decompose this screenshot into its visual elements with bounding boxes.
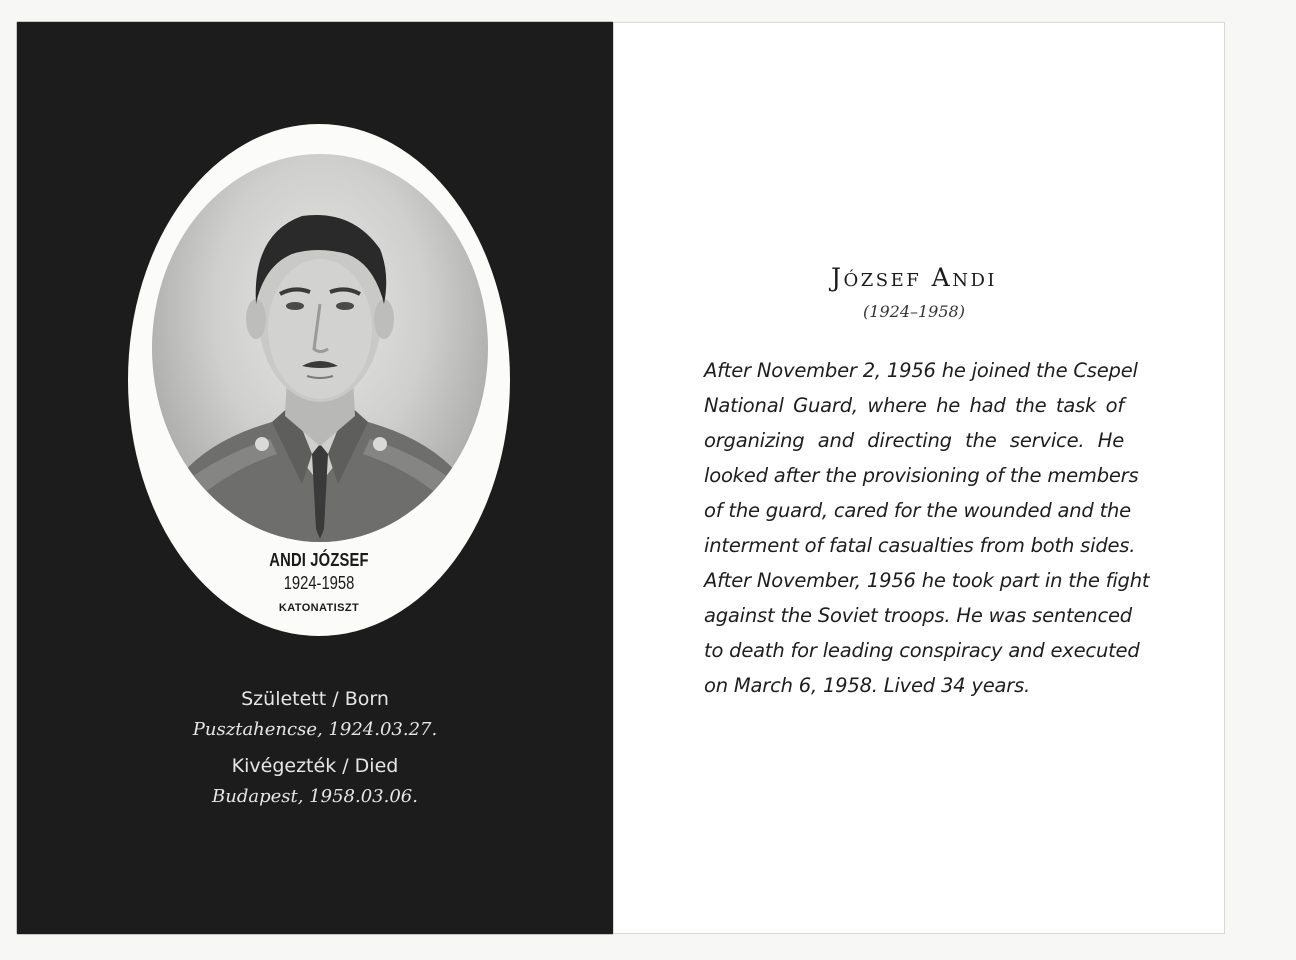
born-label: Született / Born — [241, 688, 389, 710]
bio-line: on March 6, 1958. Lived 34 years. — [704, 674, 1031, 697]
born-value: Pusztahencse, 1924.03.27. — [192, 719, 438, 740]
bio-line: against the Soviet troops. He was sentenced — [704, 604, 1132, 627]
portrait-name: ANDI JÓZSEF — [269, 550, 369, 570]
portrait-years: 1924-1958 — [283, 573, 355, 593]
bio-line: looked after the provisioning of the members — [704, 464, 1139, 487]
memorial-card-back — [613, 22, 1225, 934]
memorial-card-front — [17, 22, 613, 934]
bio-years: (1924–1958) — [863, 302, 965, 321]
bio-line: After November 2, 1956 he joined the Csepel — [704, 359, 1138, 382]
bio-line: organizing and directing the service. He — [704, 429, 1124, 452]
biography-text — [704, 353, 1150, 703]
portrait-frame — [128, 124, 510, 636]
bio-line: of the guard, cared for the wounded and the — [704, 499, 1131, 522]
bio-line: interment of fatal casualties from both sides. — [704, 534, 1136, 557]
portrait-title: KATONATISZT — [278, 602, 360, 614]
bio-name: József Andi — [830, 263, 998, 292]
portrait-illustration — [152, 154, 488, 542]
portrait-photo — [152, 154, 488, 542]
bio-line: After November, 1956 he took part in the fight — [704, 569, 1150, 592]
bio-line: to death for leading conspiracy and executed — [704, 639, 1140, 662]
died-value: Budapest, 1958.03.06. — [212, 786, 418, 807]
died-label: Kivégezték / Died — [231, 755, 399, 777]
bio-line: National Guard, where he had the task of — [704, 394, 1124, 417]
